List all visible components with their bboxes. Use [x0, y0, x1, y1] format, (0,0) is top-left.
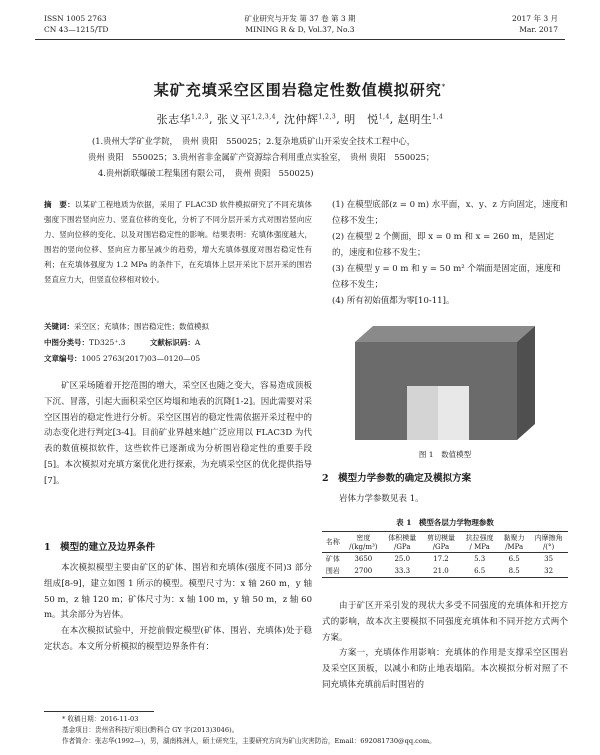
filling-region [407, 386, 438, 440]
table-1 [322, 531, 568, 578]
boundary-condition: (1) 在模型底部(z = 0 m) 水平面，x、y、z 方向固定，速度和位移不发生； [332, 200, 568, 226]
figure-1-caption: 图 1 数值模型 [418, 450, 472, 459]
section-2-lead: 岩体力学参数见表 1。 [339, 494, 424, 504]
classification: 中图分类号：TD325⁺.3 文献标识码：A [44, 338, 201, 347]
section-2-body: 由于矿区开采引发的现状大多受不同强度的充填体和开挖方式的影响，故本次主要模拟不同强度充填体和不同开挖方式两个方案。 方案一，充填体作用影响：充填体的作用是支撑采空区围岩及采空区顶板，以减小和防止地表塌陷。本次模拟分析对照了不同充填体充填前后时围岩的 [322, 601, 568, 690]
section-2-heading: 2 模型力学参数的确定及模拟方案 [322, 473, 472, 484]
boundary-condition: (2) 在模型 2 个侧面，即 x = 0 m 和 x = 260 m，是固定的，速度和位移不发生； [332, 232, 554, 258]
keywords: 关键词：采空区；充填体；围岩稳定性；数值模拟 [44, 322, 209, 331]
table-row: 围岩 2700 33.3 21.0 6.5 8.5 32 [325, 567, 554, 575]
header-rule [35, 39, 565, 40]
author-list: 张志华$^{1,2,3}$, 张义平$^{1,2,3,4}$, 沈仲辉$^{1,2,3}$, 明 悦$^{1,4}$, 赵明生$^{1,4}$ [156, 113, 444, 126]
model-top-face [355, 326, 535, 342]
date-cn: 2017 年 3 月 [511, 14, 558, 23]
section-1-body: 本次模拟模型主要由矿区的矿体、围岩和充填体(强度不同)3 部分组成[8-9]，建立如图 1 所示的模型。模型尺寸为：x 轴 260 m，y 轴 50 m，z 轴 120 m；矿体尺寸为：x 轴 100 m，y 轴 50 m，z 轴 60 m。其余部分为岩体。 在本次模拟试验中，开挖前假定模型(矿体、围岩、充填体)处于稳定状态。本文所分析模拟的模型边界条件有： [44, 563, 312, 652]
footnote-received: * 收稿日期：2016-11-03 [62, 715, 139, 723]
journal-en: MINING R & D, Vol.37, No.3 [245, 25, 355, 34]
model-side-face [517, 326, 535, 440]
table-header-row: 名称 密度 /(kg/m³) 体积模量 /GPa 剪切模量 /GPa 抗拉强度 / MPa 黏聚力 /MPa 内摩擦角 /(°) [322, 532, 568, 553]
affiliation-line-3: 4.贵州新联爆破工程集团有限公司， 贵州 贵阳 550025) [98, 168, 314, 178]
numerical-model-figure [345, 320, 545, 445]
boundary-condition: (3) 在模型 y = 0 m 和 y = 50 m² 个端面是固定面，速度和位移不发生； [332, 264, 561, 290]
footnote-author: 作者简介：张志华(1992—)，男，湖南株洲人，硕士研究生，主要研究方向为矿山灾害防治，Email：692081730@qq.com。 [62, 737, 436, 745]
affiliation-line-1: (1.贵州大学矿业学院， 贵州 贵阳 550025；2.复杂地质矿山开采安全技术工程中心， [92, 136, 416, 146]
issn: ISSN 1005 2763 [44, 14, 107, 23]
intro-paragraph: 矿区采场随着开挖范围的增大，采空区也随之变大，容易造成顶板下沉、冒落，引起大面积采空区垮塌和地表的沉降[1-2]。因此需要对采空区围岩的稳定性进行分析。采空区围岩的稳定性需依据开采过程中的动态变化进行判定[3-4]。目前矿业界越来越广泛应用以 FLAC3D 为代表的数值模拟软件，这些软件已逐渐成为分析围岩稳定性的重要手段[5]。本次模拟对充填方案优化进行探索，为充填采空区的优化提供指导[7]。 [44, 381, 312, 486]
boundary-condition: (4) 所有初始值都为零[10-11]。 [332, 296, 455, 306]
footnote-rule [44, 711, 154, 712]
footnote-fund: 基金项目：贵州省科技厅项目(黔科合 GY 字(2013)3046)。 [62, 726, 239, 734]
cn-number: CN 43—1215/TD [44, 25, 109, 34]
table-row: 矿体 3650 25.0 17.2 5.3 6.5 35 [325, 555, 554, 563]
article-number: 文章编号：1005 2763(2017)03—0120—05 [44, 354, 201, 363]
date-en: Mar. 2017 [519, 25, 558, 34]
section-1-heading: 1 模型的建立及边界条件 [44, 542, 156, 553]
affiliation-line-2: 贵州 贵阳 550025；3.贵州省非金属矿产资源综合利用重点实验室， 贵州 贵阳 550025； [88, 152, 435, 162]
page-title: 某矿充填采空区围岩稳定性数值模拟研究* [153, 81, 447, 99]
abstract: 摘 要：以某矿工程地质为依据，采用了 FLAC3D 软件模拟研究了不同充填体强度下围岩竖向应力、竖直位移的变化，分析了不同分层开采方式对围岩竖向应力、竖向位移的变化、以及对围岩稳定性的影响。结果表明：充填体强度越大，围岩的竖向位移、竖向应力都呈减少的趋势，增大充填体强度对围岩稳定性有利；在充填体强度为 1.2 MPa 的条件下，在充填体上层开采比下层开采的围岩竖直应力大，但竖直位移相对较小。 [44, 200, 313, 284]
table-1-caption: 表 1 模型各层力学物理参数 [396, 518, 494, 527]
journal-cn: 矿业研究与开发 第 37 卷 第 3 期 [244, 14, 356, 23]
boundary-conditions [322, 197, 568, 309]
